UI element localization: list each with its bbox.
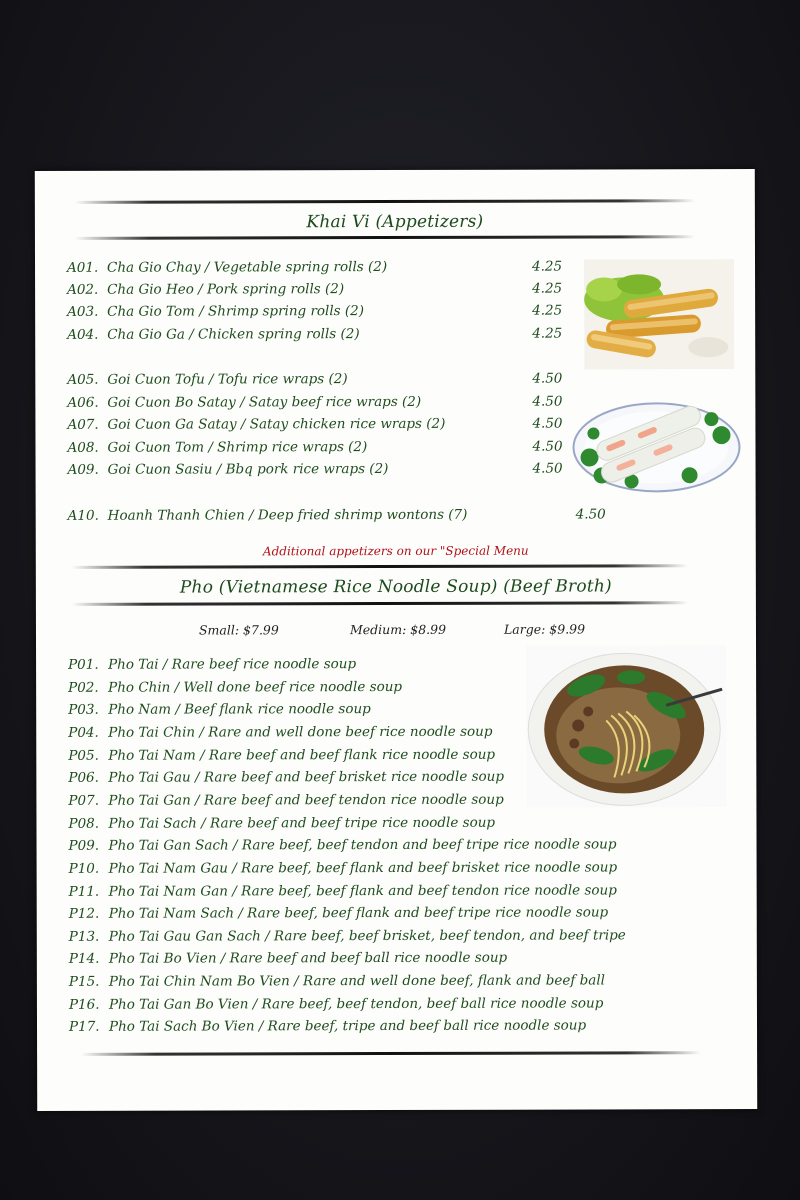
pho-bowl-photo — [526, 645, 726, 808]
menu-item: A01. Cha Gio Chay / Vegetable spring rolls (2) — [67, 259, 388, 276]
item-price: 4.25 — [532, 258, 563, 275]
item-price: 4.25 — [532, 302, 563, 319]
menu-item: P12. Pho Tai Nam Sach / Rare beef, beef flank and beef tripe rice noodle soup — [68, 904, 609, 922]
item-price: 4.50 — [532, 460, 563, 477]
menu-item: P14. Pho Tai Bo Vien / Rare beef and beef ball rice noodle soup — [68, 949, 508, 967]
menu-item: P04. Pho Tai Chin / Rare and well done beef rice noodle soup — [68, 723, 493, 741]
item-price: 4.25 — [532, 280, 563, 297]
menu-item: P15. Pho Tai Chin Nam Bo Vien / Rare and well done beef, flank and beef ball — [68, 972, 605, 990]
menu-item: P06. Pho Tai Gau / Rare beef and beef brisket rice noodle soup — [68, 768, 505, 786]
item-price: 4.50 — [575, 506, 606, 523]
appetizers-title: Khai Vi (Appetizers) — [306, 211, 484, 233]
menu-item: A02. Cha Gio Heo / Pork spring rolls (2) — [67, 281, 345, 298]
menu-item: P10. Pho Tai Nam Gau / Rare beef, beef flank and beef brisket rice noodle soup — [68, 859, 618, 877]
menu-item: A10. Hoanh Thanh Chien / Deep fried shrimp wontons (7) — [67, 506, 468, 524]
menu-item: P13. Pho Tai Gau Gan Sach / Rare beef, beef brisket, beef tendon, and beef tripe — [68, 927, 626, 945]
menu-item: A09. Goi Cuon Sasiu / Bbq pork rice wraps (2) — [67, 461, 389, 478]
item-price: 4.50 — [532, 370, 563, 387]
special-menu-note: Additional appetizers on our "Special Menu — [262, 543, 529, 559]
item-price: 4.50 — [532, 393, 563, 410]
menu-item: P05. Pho Tai Nam / Rare beef and beef flank rice noodle soup — [68, 746, 496, 764]
pho-title: Pho (Vietnamese Rice Noodle Soup) (Beef Broth) — [179, 576, 612, 598]
menu-item: P09. Pho Tai Gan Sach / Rare beef, beef tendon and beef tripe rice noodle soup — [68, 836, 617, 854]
spring-rolls-photo — [584, 259, 734, 369]
menu-item: P11. Pho Tai Nam Gan / Rare beef, beef flank and beef tendon rice noodle soup — [68, 882, 617, 900]
pho-top-rule — [72, 564, 688, 569]
item-price: 4.50 — [532, 438, 563, 455]
menu-item: P02. Pho Chin / Well done beef rice noodle soup — [68, 678, 403, 696]
menu-item: A05. Goi Cuon Tofu / Tofu rice wraps (2) — [67, 371, 348, 388]
menu-item: P07. Pho Tai Gan / Rare beef and beef tendon rice noodle soup — [68, 791, 504, 809]
menu-item: A03. Cha Gio Tom / Shrimp spring rolls (2) — [67, 303, 365, 320]
price-medium: Medium: $8.99 — [349, 621, 447, 638]
bottom-rule — [81, 1051, 701, 1056]
item-price: 4.50 — [532, 415, 563, 432]
item-price: 4.25 — [532, 325, 563, 342]
appetizers-title-rule — [75, 235, 695, 240]
menu-page — [35, 169, 757, 1111]
menu-item: A06. Goi Cuon Bo Satay / Satay beef rice wraps (2) — [67, 393, 422, 411]
price-small: Small: $7.99 — [198, 622, 279, 638]
menu-item: P03. Pho Nam / Beef flank rice noodle soup — [68, 701, 371, 718]
menu-item: A08. Goi Cuon Tom / Shrimp rice wraps (2) — [67, 439, 368, 456]
menu-item: P01. Pho Tai / Rare beef rice noodle soup — [68, 656, 357, 673]
menu-item: P08. Pho Tai Sach / Rare beef and beef tripe rice noodle soup — [68, 814, 496, 832]
rice-wraps-photo — [571, 397, 741, 497]
menu-item: A04. Cha Gio Ga / Chicken spring rolls (2) — [67, 326, 360, 343]
menu-item: P16. Pho Tai Gan Bo Vien / Rare beef, beef tendon, beef ball rice noodle soup — [68, 995, 604, 1013]
menu-item: A07. Goi Cuon Ga Satay / Satay chicken rice wraps (2) — [67, 415, 446, 433]
price-large: Large: $9.99 — [503, 621, 586, 637]
top-rule — [75, 199, 695, 204]
pho-title-rule — [72, 601, 688, 606]
menu-item: P17. Pho Tai Sach Bo Vien / Rare beef, tripe and beef ball rice noodle soup — [68, 1017, 587, 1035]
